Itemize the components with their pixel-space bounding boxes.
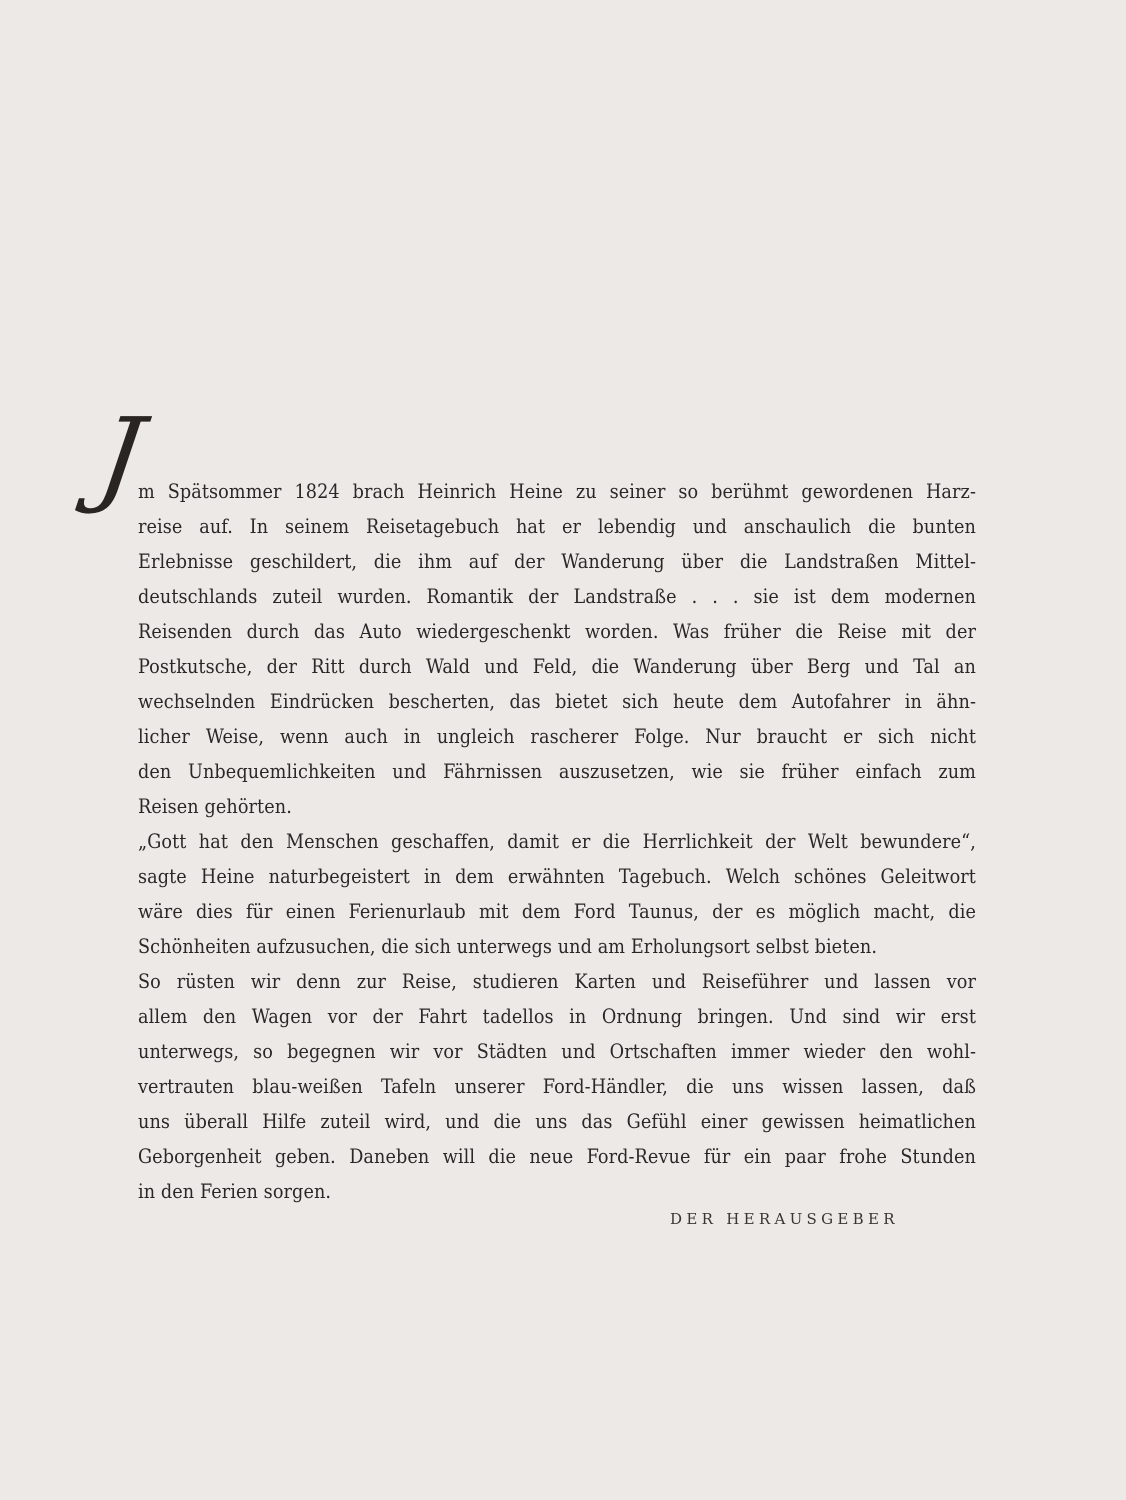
text-line: den Unbequemlichkeiten und Fährnissen auszusetzen, wie sie früher einfach zum bbox=[138, 760, 976, 783]
text-line: Reisen gehörten. bbox=[138, 795, 292, 818]
text-line: m Spätsommer 1824 brach Heinrich Heine zu seiner so berühmt gewordenen Harz- bbox=[138, 480, 976, 503]
text-line: Postkutsche, der Ritt durch Wald und Feld, die Wanderung über Berg und Tal an bbox=[138, 655, 976, 678]
text-line: licher Weise, wenn auch in ungleich rascherer Folge. Nur braucht er sich nicht bbox=[138, 725, 976, 748]
text-line: Geborgenheit geben. Daneben will die neue Ford-Revue für ein paar frohe Stunden bbox=[138, 1145, 976, 1168]
text-line: vertrauten blau-weißen Tafeln unserer Ford-Händler, die uns wissen lassen, daß bbox=[138, 1075, 976, 1098]
signature: DER HERAUSGEBER bbox=[670, 1210, 899, 1228]
text-line: Schönheiten aufzusuchen, die sich unterwegs und am Erholungsort selbst bieten. bbox=[138, 935, 878, 958]
text-line: sagte Heine naturbegeistert in dem erwähnten Tagebuch. Welch schönes Geleitwort bbox=[138, 865, 976, 888]
text-line: „Gott hat den Menschen geschaffen, damit er die Herrlichkeit der Welt bewundere“, bbox=[138, 830, 976, 853]
text-line: reise auf. In seinem Reisetagebuch hat er lebendig und anschaulich die bunten bbox=[138, 515, 976, 538]
text-line: wäre dies für einen Ferienurlaub mit dem Ford Taunus, der es möglich macht, die bbox=[138, 900, 976, 923]
article-body bbox=[138, 474, 976, 1209]
text-line: allem den Wagen vor der Fahrt tadellos in Ordnung bringen. Und sind wir erst bbox=[138, 1005, 976, 1028]
text-line: Erlebnisse geschildert, die ihm auf der Wanderung über die Landstraßen Mittel- bbox=[138, 550, 976, 573]
text-line: unterwegs, so begegnen wir vor Städten und Ortschaften immer wieder den wohl- bbox=[138, 1040, 976, 1063]
text-line: wechselnden Eindrücken bescherten, das bietet sich heute dem Autofahrer in ähn- bbox=[138, 690, 976, 713]
text-line: So rüsten wir denn zur Reise, studieren Karten und Reiseführer und lassen vor bbox=[138, 970, 976, 993]
text-line: deutschlands zuteil wurden. Romantik der Landstraße . . . sie ist dem modernen bbox=[138, 585, 976, 608]
text-line: uns überall Hilfe zuteil wird, und die uns das Gefühl einer gewissen heimatlichen bbox=[138, 1110, 976, 1133]
text-line: in den Ferien sorgen. bbox=[138, 1180, 332, 1203]
drop-cap-initial: J bbox=[91, 395, 151, 517]
text-line: Reisenden durch das Auto wiedergeschenkt worden. Was früher die Reise mit der bbox=[138, 620, 976, 643]
